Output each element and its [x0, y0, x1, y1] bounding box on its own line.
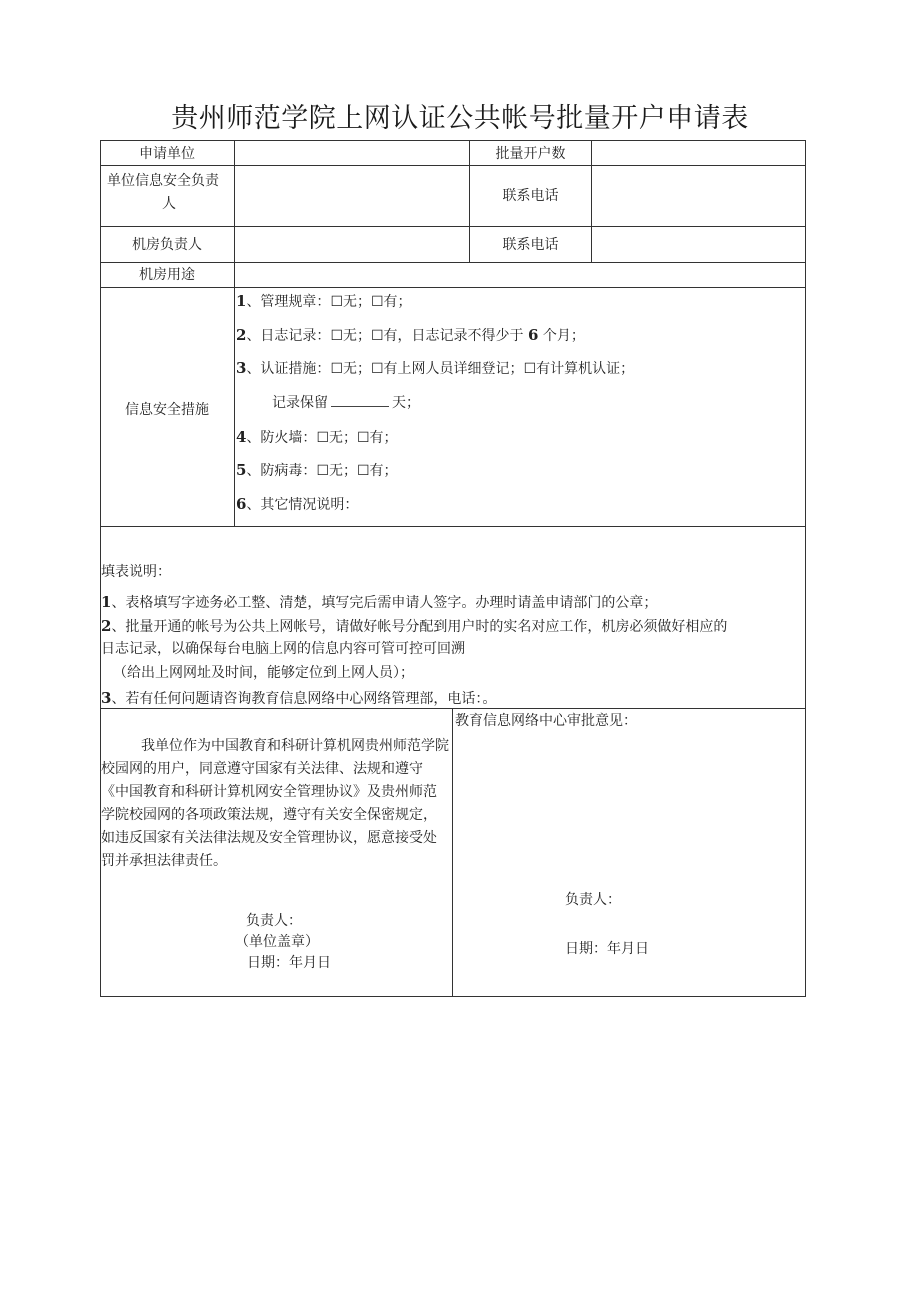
checkbox-none[interactable]: ☐无；	[316, 430, 357, 446]
log-months-number: 6	[528, 326, 539, 344]
row-divider	[100, 708, 806, 709]
checkbox-yes[interactable]: ☐有，日志记录不得少于	[371, 328, 524, 344]
row-divider	[100, 287, 806, 288]
record-retention-line	[272, 394, 420, 412]
measure-item-log	[236, 326, 585, 345]
instruction-text: 、表格填写字迹务必工整、清楚，填写完后需申请人签字。办理时请盖申请部门的公章；	[111, 595, 658, 611]
item-number: 1	[101, 593, 112, 611]
declaration-signer: 负责人：	[246, 913, 302, 929]
measure-item-auth	[236, 359, 634, 378]
instruction-3	[101, 689, 496, 708]
instruction-text: 、若有任何问题请咨询教育信息网络中心网络管理部，电话：。	[111, 691, 497, 707]
checkbox-none[interactable]: ☐无；	[330, 328, 371, 344]
instruction-1	[101, 593, 657, 612]
table-border-right	[805, 140, 806, 997]
item-text: 、其它情况说明：	[246, 497, 359, 513]
batch-count-label: 批量开户数	[495, 146, 566, 162]
checkbox-computer-auth[interactable]: ☐有计算机认证；	[523, 361, 635, 377]
unit-seal: （单位盖章）	[235, 934, 319, 950]
item-text: 、认证措施：	[246, 361, 331, 377]
checkbox-register[interactable]: ☐有上网人员详细登记；	[371, 361, 524, 377]
measure-item-firewall	[236, 428, 398, 447]
approval-date: 日期：年月日	[565, 941, 649, 957]
record-days-unit: 天；	[392, 395, 420, 411]
instruction-text: 、批量开通的帐号为公共上网帐号，请做好帐号分配到用户时的实名对应工作，机房必须做好相应的	[111, 619, 728, 635]
contact-phone-field[interactable]	[592, 227, 805, 262]
item-text: 、防火墙：	[246, 430, 317, 446]
approval-signer: 负责人：	[565, 892, 621, 908]
instruction-2-note: （给出上网网址及时间，能够定位到上网人员）；	[113, 665, 414, 681]
item-number: 5	[236, 461, 247, 479]
applicant-unit-label: 申请单位	[139, 146, 195, 162]
item-number: 6	[236, 495, 247, 513]
contact-phone-label: 联系电话	[502, 188, 559, 204]
instructions-heading: 填表说明：	[101, 564, 171, 580]
checkbox-none[interactable]: ☐无；	[330, 361, 371, 377]
item-text: 、日志记录：	[246, 328, 331, 344]
measure-item-other	[236, 495, 358, 514]
measure-item-rules	[236, 292, 412, 311]
record-days-blank[interactable]	[331, 394, 389, 407]
item-number: 1	[236, 292, 247, 310]
room-purpose-label: 机房用途	[139, 267, 195, 283]
contact-phone-field[interactable]	[592, 166, 805, 226]
room-manager-field[interactable]	[235, 227, 469, 262]
item-number: 2	[236, 326, 247, 344]
item-text: 、管理规章：	[246, 294, 331, 310]
declaration-text: 我单位作为中国教育和科研计算机网贵州师范学院校园网的用户，同意遵守国家有关法律、法规和遵守《中国教育和科研计算机网安全管理协议》及贵州师范学院校园网的各项政策法规，遵守有关安全保密规定，如违反国家有关法律法规及安全管理协议，愿意接受处罚并承担法律责任。	[101, 738, 449, 869]
applicant-unit-field[interactable]	[235, 141, 469, 165]
checkbox-yes[interactable]: ☐有；	[371, 294, 412, 310]
contact-phone-label: 联系电话	[502, 237, 559, 253]
checkbox-none[interactable]: ☐无；	[330, 294, 371, 310]
approval-heading: 教育信息网络中心审批意见：	[455, 713, 637, 729]
row-divider	[100, 526, 806, 527]
measure-item-antivirus	[236, 461, 398, 480]
log-months-unit: 个月；	[542, 328, 585, 344]
batch-count-field[interactable]	[592, 141, 805, 165]
checkbox-yes[interactable]: ☐有；	[357, 463, 398, 479]
checkbox-yes[interactable]: ☐有；	[357, 430, 398, 446]
column-divider	[452, 708, 453, 996]
checkbox-none[interactable]: ☐无；	[316, 463, 357, 479]
item-number: 3	[101, 689, 112, 707]
page-title: 贵州师范学院上网认证公共帐号批量开户申请表	[171, 103, 749, 134]
item-text: 、防病毒：	[246, 463, 317, 479]
security-officer-label: 单位信息安全负责	[107, 173, 219, 189]
instruction-2	[101, 617, 727, 636]
item-number: 4	[236, 428, 247, 446]
declaration-date: 日期：年月日	[247, 955, 331, 971]
record-retention-label: 记录保留	[272, 395, 328, 411]
security-officer-field[interactable]	[235, 166, 469, 226]
security-officer-label-wrap: 人	[162, 196, 176, 212]
security-measures-label: 信息安全措施	[125, 402, 209, 418]
item-number: 2	[101, 617, 112, 635]
table-border-bottom	[100, 996, 806, 997]
room-manager-label: 机房负责人	[132, 237, 202, 253]
item-number: 3	[236, 359, 247, 377]
room-purpose-field[interactable]	[235, 263, 805, 287]
instruction-2-cont: 日志记录，以确保每台电脑上网的信息内容可管可控可回溯	[101, 641, 465, 657]
